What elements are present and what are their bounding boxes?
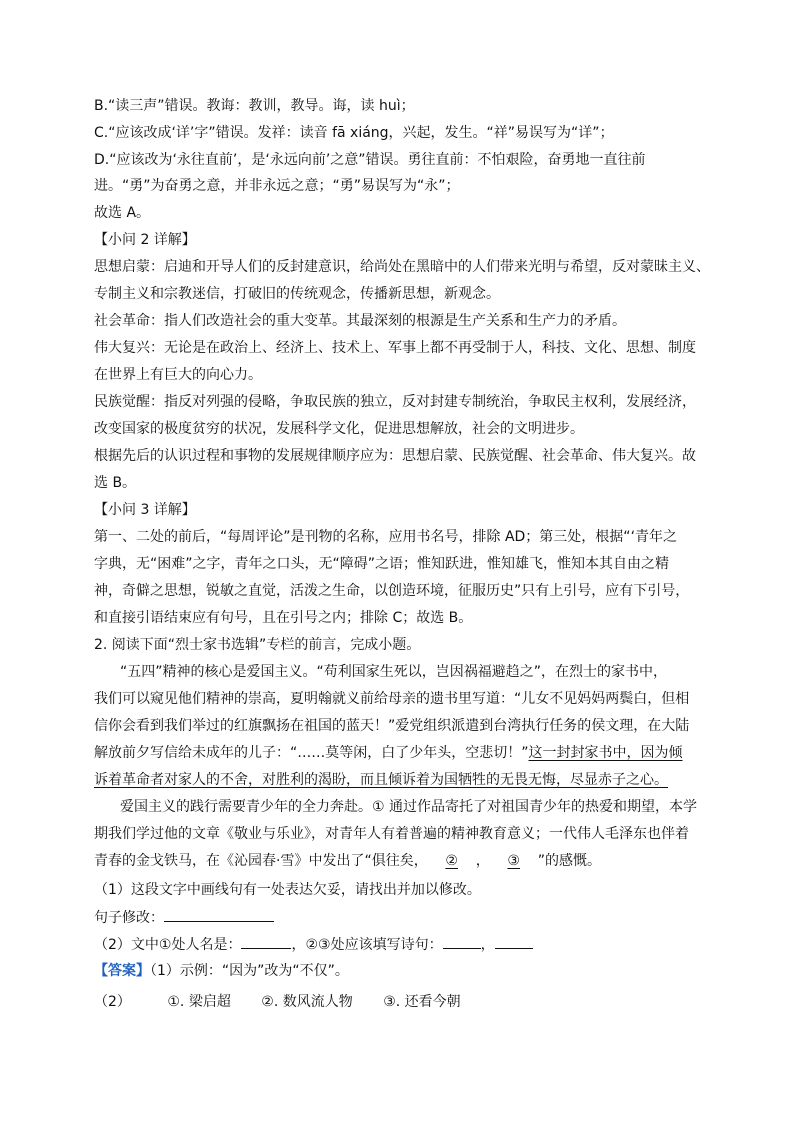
reading-line3: 信你会看到我们举过的红旗飘扬在祖国的蓝天！”爱党组织派遣到台湾执行任务的侯文理，在大陆 xyxy=(94,718,690,734)
reading-line6: 爱国主义的践行需要青少年的全力奔赴。① 通过作品寄托了对祖国青少年的热爱和期望，本学 xyxy=(120,799,697,815)
paragraph-enlightenment-line2: 专制主义和宗教迷信，打破旧的传统观念，传播新思想，新观念。 xyxy=(94,286,500,302)
paragraph-rejuvenation-line2: 在世界上有巨大的向心力。 xyxy=(94,367,262,383)
option-b-explanation: B.“读三声”错误。教诲：教训，教导。诲，读 huì； xyxy=(94,98,415,114)
underlined-sentence-part1: 这一封封家书中，因为倾 xyxy=(528,745,683,761)
paragraph-punctuation-line3: 神，奇僻之思想，锐敏之直觉，活泼之生命，以创造环境，征服历史”只有上引号，应有下引号， xyxy=(94,583,690,599)
subquestion-2-text-a: （2）文中①处人名是： xyxy=(94,937,242,953)
sentence-revision-row xyxy=(94,907,274,928)
sentence-revision-blank[interactable] xyxy=(164,907,274,922)
paragraph-revolution: 社会革命：指人们改造社会的重大变革。其最深刻的根源是生产关系和生产力的矛盾。 xyxy=(94,313,626,329)
paragraph-punctuation-line4: 和直接引语结束应有句号，且在引号之内；排除 C；故选 B。 xyxy=(94,610,473,626)
underlined-sentence-part2: 诉着革命者对家人的不舍，对胜利的渴盼，而且倾诉着为国牺牲的无畏无悔，尽显赤子之心。 xyxy=(94,772,668,788)
blank-2[interactable]: ② xyxy=(445,853,458,869)
poem-blank-2[interactable] xyxy=(443,934,481,949)
answer-choice-a: 故选 A。 xyxy=(94,205,151,221)
answer-2-item-3: ③. 还看今朝 xyxy=(383,994,461,1010)
option-d-explanation-line1: D.“应该改为‘永往直前’，是‘永远向前’之意”错误。勇往直前：不怕艰险，奋勇地一直往前 xyxy=(94,152,646,168)
answer-2-item-2: ②. 数风流人物 xyxy=(261,994,353,1010)
blank-3[interactable]: ③ xyxy=(507,853,520,869)
reading-line2: 我们可以窥见他们精神的崇高，夏明翰就义前给母亲的遗书里写道：“儿女不见妈妈两鬓白，但相 xyxy=(94,691,690,707)
reading-line8-end: ”的感慨。 xyxy=(537,853,601,869)
paragraph-awakening-line2: 改变国家的极度贫穷的状况，发展科学文化，促进思想解放，社会的文明进步。 xyxy=(94,421,584,437)
reading-line4 xyxy=(94,743,683,763)
paragraph-order-line2: 选 B。 xyxy=(94,475,137,491)
reading-line4-plain: 解放前夕写信给未成年的儿子：“……莫等闲，白了少年头，空悲切！” xyxy=(94,745,529,761)
paragraph-order-line1: 根据先后的认识过程和事物的发展规律顺序应为：思想启蒙、民族觉醒、社会革命、伟大复兴。故 xyxy=(94,448,696,464)
subquestion-2-heading: 【小问 2 详解】 xyxy=(94,232,196,248)
subquestion-1-prompt: （1）这段文字中画线句有一处表达欠妥，请找出并加以修改。 xyxy=(94,882,481,898)
answer-line2 xyxy=(94,992,461,1012)
subquestion-3-heading: 【小问 3 详解】 xyxy=(94,502,196,518)
sentence-revision-label: 句子修改： xyxy=(94,910,164,926)
reading-line8 xyxy=(94,851,601,871)
answer-1-text: （1）示例：“因为”改为“不仅”。 xyxy=(150,963,349,979)
option-c-explanation: C.“应该改成‘详’字”错误。发祥：读音 fā xiáng，兴起，发生。“祥”易误写为“详”； xyxy=(94,125,614,141)
paragraph-awakening-line1: 民族觉醒：指反对列强的侵略，争取民族的独立，反对封建专制统治，争取民主权利，发展经济， xyxy=(94,394,696,410)
question-2-prompt: 2. 阅读下面“烈士家书选辑”专栏的前言，完成小题。 xyxy=(94,637,421,653)
answer-2-number: （2） xyxy=(94,994,131,1010)
answer-2-item-1: ①. 梁启超 xyxy=(167,994,231,1010)
subquestion-2-text-b: ，②③处应该填写诗句： xyxy=(291,937,443,953)
reading-line5 xyxy=(94,770,668,790)
paragraph-enlightenment-line1: 思想启蒙：启迪和开导人们的反封建意识，给尚处在黑暗中的人们带来光明与希望，反对蒙昧主义、 xyxy=(94,259,710,275)
option-d-explanation-line2: 进。“勇”为奋勇之意，并非永远之意；“勇”易误写为“永”； xyxy=(94,178,460,194)
subquestion-2-comma: ， xyxy=(480,937,495,953)
reading-line7: 期我们学过他的文章《敬业与乐业》，对青年人有着普遍的精神教育意义；一代伟人毛泽东也伴着 xyxy=(94,826,689,842)
paragraph-punctuation-line1: 第一、二处的前后，“每周评论”是刊物的名称，应用书名号，排除 AD；第三处，根据“‘青年之 xyxy=(94,529,678,545)
reading-line8-text: 青春的金戈铁马，在《沁园春·雪》中发出了“俱往矣， xyxy=(94,853,428,869)
poem-blank-3[interactable] xyxy=(495,934,533,949)
paragraph-rejuvenation-line1: 伟大复兴：无论是在政治上、经济上、技术上、军事上都不再受制于人，科技、文化、思想、制度 xyxy=(94,340,696,356)
answer-tag: 【答案】 xyxy=(94,963,150,979)
subquestion-2-prompt xyxy=(94,934,533,955)
blank-separator: ， xyxy=(475,853,490,869)
name-blank[interactable] xyxy=(241,934,291,949)
reading-line1: “五四”精神的核心是爱国主义。“苟利国家生死以，岂因祸福避趋之”，在烈士的家书中， xyxy=(120,664,668,680)
answer-line1 xyxy=(94,961,349,981)
paragraph-punctuation-line2: 字典，无“困难”之字，青年之口头，无“障碍”之语；惟知跃进，惟知雄飞，惟知本其自由之精 xyxy=(94,556,670,572)
